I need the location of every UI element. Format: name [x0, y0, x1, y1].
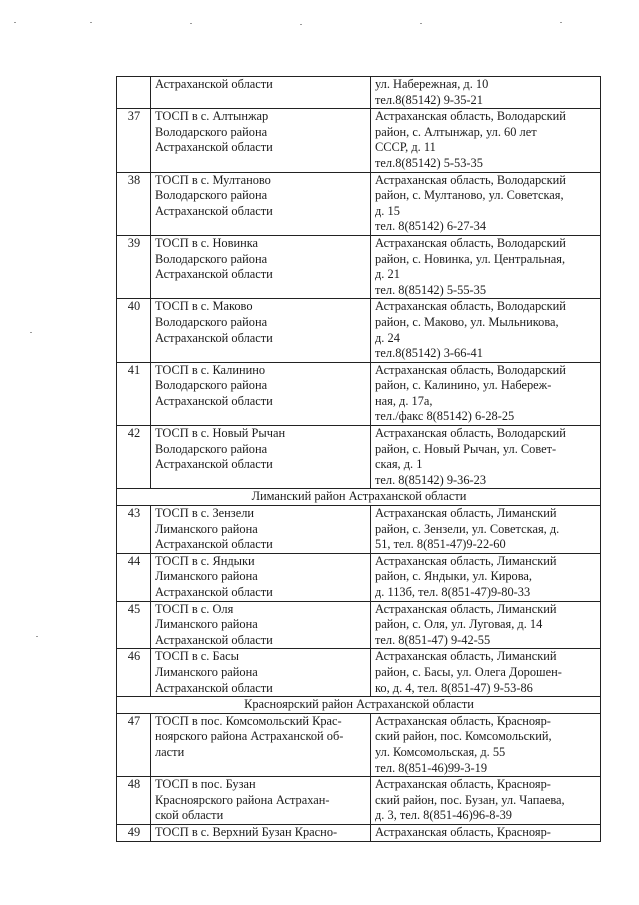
row-number	[117, 77, 151, 109]
office-address: Астраханская область, Лиманский район, с. Зензели, ул. Советская, д. 51, тел. 8(851-47)9-22-60	[371, 506, 601, 554]
office-address: Астраханская область, Володарский район, с. Калинино, ул. Набереж- ная, д. 17а, тел./факс 8(85142) 6-28-25	[371, 362, 601, 425]
table-row	[117, 235, 601, 298]
section-row	[117, 697, 601, 714]
office-name: ТОСП в с. Мултаново Володарского района Астраханской области	[151, 172, 371, 235]
row-number: 37	[117, 109, 151, 172]
table-row	[117, 362, 601, 425]
office-name: ТОСП в с. Маково Володарского района Астраханской области	[151, 299, 371, 362]
table-row	[117, 777, 601, 825]
section-row	[117, 489, 601, 506]
office-address: Астраханская область, Краснояр- ский район, пос. Комсомольский, ул. Комсомольская, д. 55 тел. 8(851-46)99-3-19	[371, 713, 601, 776]
table-row	[117, 109, 601, 172]
scan-noise	[36, 636, 38, 637]
row-number: 48	[117, 777, 151, 825]
office-name: ТОСП в с. Алтынжар Володарского района Астраханской области	[151, 109, 371, 172]
row-number: 40	[117, 299, 151, 362]
table-row	[117, 299, 601, 362]
row-number: 43	[117, 506, 151, 554]
office-address: Астраханская область, Краснояр- ский район, пос. Бузан, ул. Чапаева, д. 3, тел. 8(851-46)96-8-39	[371, 777, 601, 825]
registry-table	[116, 76, 601, 842]
row-number: 46	[117, 649, 151, 697]
office-address: Астраханская область, Володарский район, с. Новый Рычан, ул. Совет- ская, д. 1 тел. 8(85142) 9-36-23	[371, 426, 601, 489]
row-number: 38	[117, 172, 151, 235]
office-name: ТОСП в с. Новый Рычан Володарского района Астраханской области	[151, 426, 371, 489]
office-address: Астраханская область, Володарский район, с. Алтынжар, ул. 60 лет СССР, д. 11 тел.8(85142) 5-53-35	[371, 109, 601, 172]
office-name: ТОСП в пос. Бузан Красноярского района Астрахан- ской области	[151, 777, 371, 825]
row-number: 41	[117, 362, 151, 425]
office-address: Астраханская область, Володарский район, с. Маково, ул. Мыльникова, д. 24 тел.8(85142) 3-66-41	[371, 299, 601, 362]
row-number: 45	[117, 601, 151, 649]
table-row	[117, 649, 601, 697]
office-address: Астраханская область, Лиманский район, с. Оля, ул. Луговая, д. 14 тел. 8(851-47) 9-42-55	[371, 601, 601, 649]
registry-table-body	[117, 77, 601, 842]
office-name: ТОСП в с. Басы Лиманского района Астраханской области	[151, 649, 371, 697]
row-number: 49	[117, 824, 151, 841]
row-number: 47	[117, 713, 151, 776]
section-heading: Красноярский район Астраханской области	[117, 697, 601, 714]
table-row	[117, 601, 601, 649]
office-address: Астраханская область, Володарский район, с. Новинка, ул. Центральная, д. 21 тел. 8(85142) 5-55-35	[371, 235, 601, 298]
table-row	[117, 77, 601, 109]
scan-noise	[420, 23, 422, 24]
office-address: Астраханская область, Лиманский район, с. Басы, ул. Олега Дорошен- ко, д. 4, тел. 8(851-47) 9-53-86	[371, 649, 601, 697]
table-row	[117, 172, 601, 235]
scan-noise	[14, 22, 16, 23]
scan-noise	[560, 22, 562, 23]
row-number: 42	[117, 426, 151, 489]
section-heading: Лиманский район Астраханской области	[117, 489, 601, 506]
row-number: 44	[117, 553, 151, 601]
office-name: ТОСП в с. Яндыки Лиманского района Астраханской области	[151, 553, 371, 601]
office-address: Астраханская область, Лиманский район, с. Яндыки, ул. Кирова, д. 113б, тел. 8(851-47)9-80-33	[371, 553, 601, 601]
scan-noise	[300, 24, 302, 25]
office-name: ТОСП в с. Оля Лиманского района Астраханской области	[151, 601, 371, 649]
table-row	[117, 426, 601, 489]
office-address: Астраханская область, Володарский район, с. Мултаново, ул. Советская, д. 15 тел. 8(85142) 6-27-34	[371, 172, 601, 235]
table-row	[117, 506, 601, 554]
office-address: ул. Набережная, д. 10 тел.8(85142) 9-35-21	[371, 77, 601, 109]
office-name: ТОСП в с. Верхний Бузан Красно-	[151, 824, 371, 841]
table-row	[117, 824, 601, 841]
scan-noise	[30, 332, 32, 333]
office-name: Астраханской области	[151, 77, 371, 109]
office-address: Астраханская область, Краснояр-	[371, 824, 601, 841]
office-name: ТОСП в пос. Комсомольский Крас- ноярского района Астраханской об- ласти	[151, 713, 371, 776]
scan-noise	[190, 23, 192, 24]
office-name: ТОСП в с. Калинино Володарского района Астраханской области	[151, 362, 371, 425]
office-name: ТОСП в с. Новинка Володарского района Астраханской области	[151, 235, 371, 298]
row-number: 39	[117, 235, 151, 298]
office-name: ТОСП в с. Зензели Лиманского района Астраханской области	[151, 506, 371, 554]
table-row	[117, 553, 601, 601]
scan-noise	[90, 22, 92, 23]
table-row	[117, 713, 601, 776]
